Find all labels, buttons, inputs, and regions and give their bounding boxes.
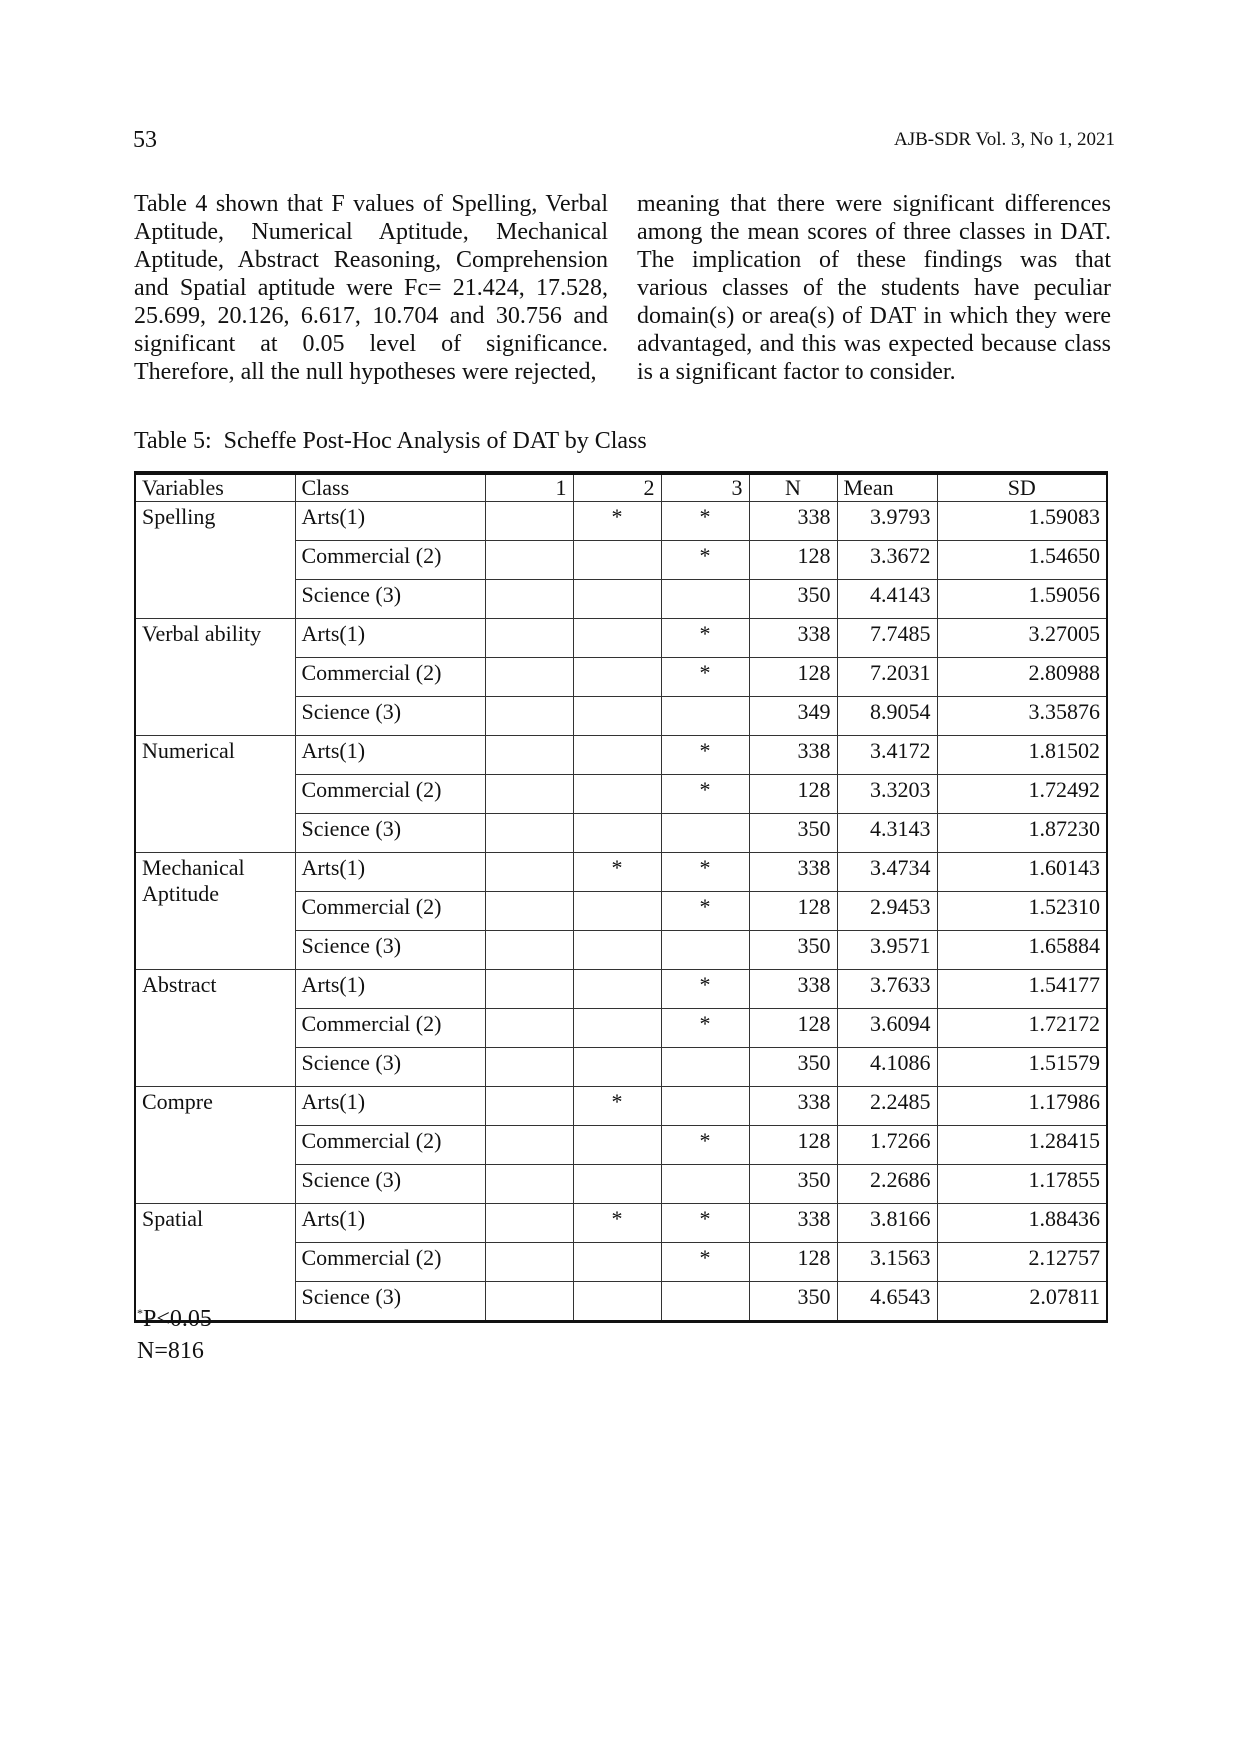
c1-cell [485,892,573,931]
n-cell: 338 [749,1204,837,1243]
table-row [135,619,1107,658]
n-cell: 349 [749,697,837,736]
c1-cell [485,697,573,736]
c2-cell [573,1165,661,1204]
class-cell: Arts(1) [295,736,485,775]
c2-cell [573,931,661,970]
class-cell: Arts(1) [295,619,485,658]
sd-cell: 2.80988 [937,658,1107,697]
c3-cell [661,1282,749,1322]
mean-cell: 7.2031 [837,658,937,697]
c2-cell [573,814,661,853]
mean-cell: 3.3203 [837,775,937,814]
mean-cell: 3.4734 [837,853,937,892]
class-cell: Science (3) [295,1048,485,1087]
mean-cell: 2.2485 [837,1087,937,1126]
c1-cell [485,931,573,970]
c1-cell [485,970,573,1009]
c1-cell [485,580,573,619]
sd-cell: 1.88436 [937,1204,1107,1243]
header-variables: Variables [135,473,295,502]
c2-cell [573,1048,661,1087]
c1-cell [485,1243,573,1282]
c3-cell: * [661,970,749,1009]
table-row [135,736,1107,775]
asterisk-marker: * [137,1306,143,1320]
table-caption-title: Scheffe Post-Hoc Analysis of DAT by Class [223,428,647,454]
c3-cell: * [661,736,749,775]
c3-cell: * [661,541,749,580]
mean-cell: 4.6543 [837,1282,937,1322]
mean-cell: 2.9453 [837,892,937,931]
c2-cell [573,658,661,697]
sample-size-note: N=816 [137,1338,204,1364]
c3-cell: * [661,1009,749,1048]
mean-cell: 3.1563 [837,1243,937,1282]
sd-cell: 1.65884 [937,931,1107,970]
c1-cell [485,541,573,580]
n-cell: 350 [749,1282,837,1322]
sd-cell: 1.17986 [937,1087,1107,1126]
c2-cell [573,1243,661,1282]
table-caption-label: Table 5: [134,428,212,454]
sd-cell: 1.59056 [937,580,1107,619]
sd-cell: 3.27005 [937,619,1107,658]
significance-text: P<0.05 [143,1306,212,1332]
n-cell: 350 [749,580,837,619]
journal-reference: AJB-SDR Vol. 3, No 1, 2021 [893,129,1115,150]
n-cell: 338 [749,853,837,892]
c1-cell [485,814,573,853]
mean-cell: 4.3143 [837,814,937,853]
variable-cell: Verbal ability [135,619,295,736]
sd-cell: 1.81502 [937,736,1107,775]
c1-cell [485,1048,573,1087]
c2-cell [573,892,661,931]
c3-cell [661,580,749,619]
class-cell: Arts(1) [295,970,485,1009]
c3-cell [661,697,749,736]
n-cell: 350 [749,1048,837,1087]
sd-cell: 1.51579 [937,1048,1107,1087]
c2-cell: * [573,853,661,892]
c2-cell: * [573,1087,661,1126]
c2-cell: * [573,1204,661,1243]
c2-cell [573,1126,661,1165]
c2-cell [573,619,661,658]
class-cell: Science (3) [295,1165,485,1204]
class-cell: Arts(1) [295,853,485,892]
header-col-2: 2 [573,473,661,502]
class-cell: Science (3) [295,814,485,853]
header-n: N [749,473,837,502]
table-caption [134,428,647,455]
class-cell: Arts(1) [295,1204,485,1243]
class-cell: Commercial (2) [295,1009,485,1048]
mean-cell: 2.2686 [837,1165,937,1204]
class-cell: Science (3) [295,1282,485,1322]
table-row [135,970,1107,1009]
n-cell: 350 [749,931,837,970]
n-cell: 338 [749,736,837,775]
c2-cell [573,580,661,619]
table-body [135,502,1107,1322]
mean-cell: 4.1086 [837,1048,937,1087]
mean-cell: 1.7266 [837,1126,937,1165]
c1-cell [485,1204,573,1243]
sd-cell: 2.12757 [937,1243,1107,1282]
sd-cell: 1.52310 [937,892,1107,931]
mean-cell: 3.8166 [837,1204,937,1243]
table-header-row [135,473,1107,502]
c3-cell: * [661,502,749,541]
class-cell: Science (3) [295,931,485,970]
scheffe-table [134,471,1108,1323]
header-class: Class [295,473,485,502]
sd-cell: 1.54650 [937,541,1107,580]
significance-note [137,1297,212,1335]
header-col-1: 1 [485,473,573,502]
c3-cell [661,931,749,970]
header-sd: SD [937,473,1107,502]
n-cell: 128 [749,1009,837,1048]
variable-cell: Mechanical Aptitude [135,853,295,970]
c3-cell: * [661,1204,749,1243]
class-cell: Arts(1) [295,502,485,541]
sd-cell: 2.07811 [937,1282,1107,1322]
c1-cell [485,853,573,892]
c1-cell [485,502,573,541]
mean-cell: 3.9571 [837,931,937,970]
c2-cell [573,1009,661,1048]
n-cell: 338 [749,970,837,1009]
variable-cell: Spelling [135,502,295,619]
c3-cell [661,814,749,853]
mean-cell: 3.4172 [837,736,937,775]
c1-cell [485,775,573,814]
c1-cell [485,1126,573,1165]
c2-cell [573,1282,661,1322]
c3-cell: * [661,853,749,892]
c2-cell [573,970,661,1009]
c1-cell [485,619,573,658]
n-cell: 128 [749,1126,837,1165]
sd-cell: 1.28415 [937,1126,1107,1165]
c3-cell: * [661,892,749,931]
c3-cell [661,1048,749,1087]
class-cell: Commercial (2) [295,658,485,697]
c3-cell [661,1165,749,1204]
body-text-left-column [134,190,608,386]
c3-cell: * [661,775,749,814]
c1-cell [485,1009,573,1048]
header-col-3: 3 [661,473,749,502]
c2-cell [573,697,661,736]
mean-cell: 3.9793 [837,502,937,541]
n-cell: 128 [749,892,837,931]
class-cell: Commercial (2) [295,1243,485,1282]
mean-cell: 3.7633 [837,970,937,1009]
c1-cell [485,1087,573,1126]
mean-cell: 7.7485 [837,619,937,658]
page-number: 53 [133,127,157,153]
n-cell: 128 [749,541,837,580]
n-cell: 338 [749,502,837,541]
table-row [135,853,1107,892]
c1-cell [485,658,573,697]
n-cell: 128 [749,658,837,697]
mean-cell: 8.9054 [837,697,937,736]
body-text-right-column [637,190,1111,386]
sd-cell: 1.54177 [937,970,1107,1009]
mean-cell: 3.6094 [837,1009,937,1048]
mean-cell: 3.3672 [837,541,937,580]
paragraph-right: meaning that there were significant differences among the mean scores of three classes in DAT. The implication of these findings was that various classes of the students have peculiar domain(s) or area(s) of DAT in which they were advantaged, and this was expected because class is a significant factor to consider. [637,191,1111,385]
variable-cell: Spatial [135,1204,295,1322]
class-cell: Science (3) [295,580,485,619]
c3-cell: * [661,658,749,697]
table-row [135,502,1107,541]
sd-cell: 1.17855 [937,1165,1107,1204]
table-row [135,1204,1107,1243]
mean-cell: 4.4143 [837,580,937,619]
sd-cell: 1.60143 [937,853,1107,892]
header-mean: Mean [837,473,937,502]
c3-cell: * [661,1243,749,1282]
sd-cell: 1.72492 [937,775,1107,814]
paragraph-left: Table 4 shown that F values of Spelling, Verbal Aptitude, Numerical Aptitude, Mechanical Aptitude, Abstract Reasoning, Comprehension and Spatial aptitude were Fc= 21.424, 17.528, 25.699, 20.126, 6.617, 10.704 and 30.756 and significant at 0.05 level of significance. Therefore, all the null hypotheses were rejected, [134,191,608,385]
n-cell: 128 [749,775,837,814]
c2-cell [573,736,661,775]
class-cell: Arts(1) [295,1087,485,1126]
table-row [135,1087,1107,1126]
class-cell: Commercial (2) [295,892,485,931]
n-cell: 350 [749,1165,837,1204]
sd-cell: 1.72172 [937,1009,1107,1048]
n-cell: 338 [749,619,837,658]
c3-cell: * [661,1126,749,1165]
c2-cell: * [573,502,661,541]
n-cell: 350 [749,814,837,853]
class-cell: Commercial (2) [295,541,485,580]
n-cell: 128 [749,1243,837,1282]
sd-cell: 1.59083 [937,502,1107,541]
variable-cell: Numerical [135,736,295,853]
c1-cell [485,736,573,775]
class-cell: Science (3) [295,697,485,736]
sd-cell: 1.87230 [937,814,1107,853]
c2-cell [573,541,661,580]
c1-cell [485,1165,573,1204]
c2-cell [573,775,661,814]
sd-cell: 3.35876 [937,697,1107,736]
c3-cell [661,1087,749,1126]
n-cell: 338 [749,1087,837,1126]
variable-cell: Abstract [135,970,295,1087]
c1-cell [485,1282,573,1322]
variable-cell: Compre [135,1087,295,1204]
class-cell: Commercial (2) [295,1126,485,1165]
class-cell: Commercial (2) [295,775,485,814]
table-notes [137,1297,212,1367]
c3-cell: * [661,619,749,658]
